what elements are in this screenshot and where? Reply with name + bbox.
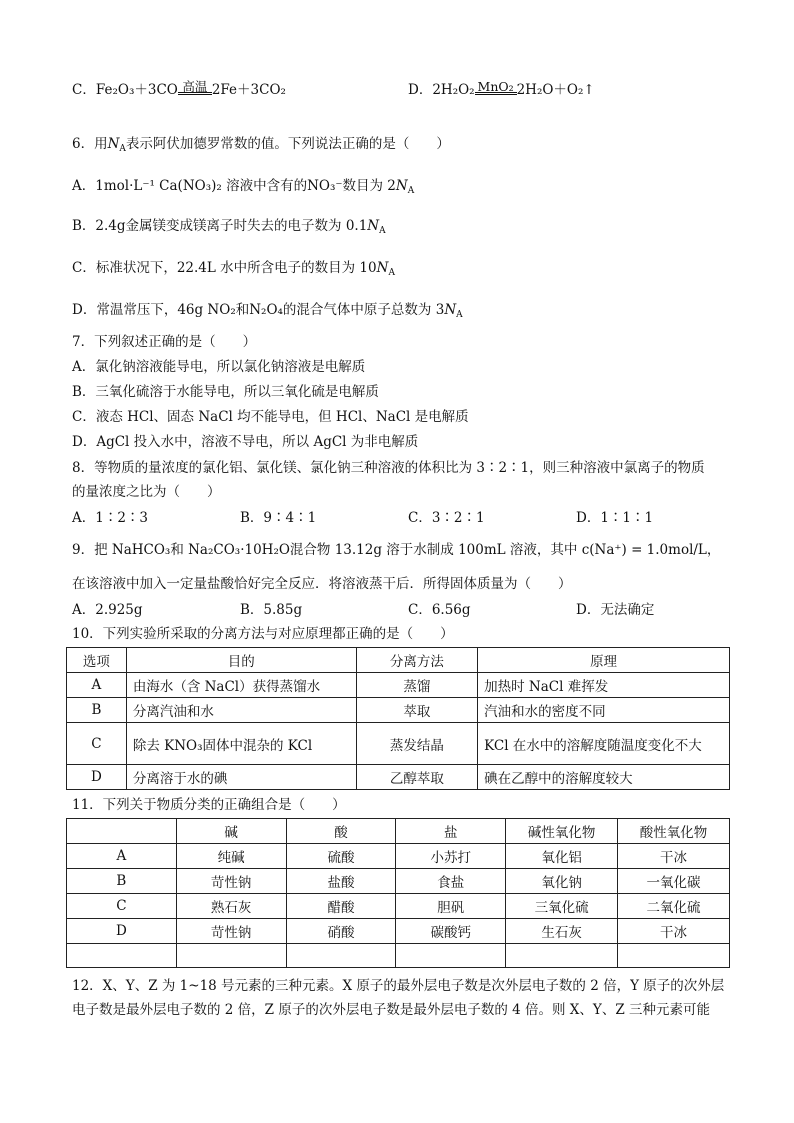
avogadro-symbol: N: [395, 178, 408, 194]
condition-arrow: [475, 79, 517, 100]
question-6-option-c: [72, 258, 395, 278]
separation-methods-table: [66, 647, 730, 790]
q6-option-b-text: B．2.4g金属镁变成镁离子时失去的电子数为 0.1: [72, 218, 368, 234]
question-8-option-b: B．9∶4∶1: [240, 510, 317, 526]
question-6-option-a: [72, 176, 414, 196]
question-6-option-b: [72, 216, 386, 236]
table-cell: [67, 944, 177, 968]
table-cell: D: [67, 765, 127, 790]
table-cell: 碳酸钙: [396, 919, 506, 944]
avogadro-symbol: N: [444, 302, 457, 318]
table-row: [67, 844, 730, 869]
table-cell: [286, 944, 396, 968]
table-cell: [176, 944, 286, 968]
option-d-reactants: 2H₂O₂: [432, 82, 475, 98]
question-9-option-a: A．2.925g: [72, 602, 143, 618]
avogadro-subscript: A: [407, 186, 415, 196]
q6-option-a-text: A．1mol·L⁻¹ Ca(NO₃)₂ 溶液中含有的NO₃⁻数目为 2: [72, 178, 396, 194]
table-header-row: [67, 819, 730, 844]
avogadro-symbol: N: [107, 136, 120, 152]
table-cell: 乙醇萃取: [356, 765, 478, 790]
table-cell: 纯碱: [176, 844, 286, 869]
option-c-reactants: Fe₂O₃＋3CO: [95, 82, 178, 98]
table-row-empty: [67, 944, 730, 968]
table-cell: 由海水（含 NaCl）获得蒸馏水: [126, 673, 356, 698]
table-cell: A: [67, 844, 177, 869]
table-header-cell: 分离方法: [356, 648, 478, 673]
question-7-stem: 7．下列叙述正确的是（ ）: [72, 334, 257, 350]
table-row: [67, 765, 730, 790]
question-12-line1: 12．X、Y、Z 为 1~18 号元素的三种元素。X 原子的最外层电子数是次外层电子数的 2 倍，Y 原子的次外层: [72, 978, 725, 994]
table-cell: 分离溶于水的碘: [126, 765, 356, 790]
question-6-stem: [72, 134, 450, 154]
avogadro-symbol: N: [367, 218, 380, 234]
question-9-option-b: B．5.85g: [240, 602, 303, 618]
question-9-stem-line2: 在该溶液中加入一定量盐酸恰好完全反应．将溶液蒸干后．所得固体质量为（ ）: [72, 576, 572, 592]
table-cell: 生石灰: [506, 919, 618, 944]
table-cell: A: [67, 673, 127, 698]
condition-catalyst: MnO₂: [477, 79, 514, 94]
table-header-cell: 碱性氧化物: [506, 819, 618, 844]
table-cell: 二氧化硫: [618, 894, 730, 919]
avogadro-subscript: A: [456, 310, 463, 320]
table-cell: 胆矾: [396, 894, 506, 919]
option-c-products: 2Fe＋3CO₂: [211, 82, 286, 98]
table-cell: 盐酸: [286, 869, 396, 894]
table-header-row: [67, 648, 730, 673]
avogadro-symbol: N: [376, 260, 389, 276]
table-header-cell: 选项: [67, 648, 127, 673]
q6-option-d-text: D．常温常压下，46g NO₂和N₂O₄的混合气体中原子总数为 3: [72, 302, 445, 318]
table-cell: 熟石灰: [176, 894, 286, 919]
q6-stem-part: 表示阿伏加德罗常数的值。下列说法正确的是（ ）: [125, 136, 450, 152]
table-cell: 三氧化硫: [506, 894, 618, 919]
table-cell: 食盐: [396, 869, 506, 894]
q6-option-c-text: C．标准状况下，22.4L 水中所含电子的数目为 10: [72, 260, 377, 276]
table-cell: 蒸馏: [356, 673, 478, 698]
avogadro-subscript: A: [388, 268, 395, 278]
table-row: [67, 894, 730, 919]
question-8-stem-line1: 8．等物质的量浓度的氯化铝、氯化镁、氯化钠三种溶液的体积比为 3∶2∶1，则三种溶液中氯离子的物质: [72, 460, 705, 476]
table-header-cell: 酸性氧化物: [618, 819, 730, 844]
question-6-option-d: [72, 300, 463, 320]
question-7-option-b: B．三氧化硫溶于水能导电，所以三氧化硫是电解质: [72, 384, 379, 400]
avogadro-subscript: A: [379, 226, 386, 236]
q6-stem-part: 6．用: [72, 136, 108, 152]
classification-table: [66, 818, 730, 968]
table-cell: 氧化铝: [506, 844, 618, 869]
question-10-stem: 10．下列实验所采取的分离方法与对应原理都正确的是（ ）: [72, 626, 454, 642]
table-row: [67, 673, 730, 698]
table-cell: B: [67, 698, 127, 723]
question-11-stem: 11．下列关于物质分类的正确组合是（ ）: [72, 797, 346, 813]
table-row: [67, 723, 730, 765]
condition-high-temp: 高温: [182, 79, 208, 94]
question-7-option-a: A．氯化钠溶液能导电，所以氯化钠溶液是电解质: [72, 359, 366, 375]
table-cell: 萃取: [356, 698, 478, 723]
table-row: [67, 869, 730, 894]
table-cell: 汽油和水的密度不同: [478, 698, 730, 723]
question-9-stem-line1: 9．把 NaHCO₃和 Na₂CO₃·10H₂O混合物 13.12g 溶于水制成 100mL 溶液，其中 c(Na⁺) = 1.0mol/L，: [72, 542, 721, 558]
table-cell: C: [67, 894, 177, 919]
option-c-equation: [72, 80, 286, 100]
table-row: [67, 919, 730, 944]
table-cell: 苛性钠: [176, 869, 286, 894]
table-cell: 分离汽油和水: [126, 698, 356, 723]
table-cell: 干冰: [618, 844, 730, 869]
table-header-cell: 酸: [286, 819, 396, 844]
table-cell: 除去 KNO₃固体中混杂的 KCl: [126, 723, 356, 765]
table-cell: 加热时 NaCl 难挥发: [478, 673, 730, 698]
question-9-option-d: D．无法确定: [576, 602, 655, 618]
option-d-equation: [408, 80, 595, 100]
table-header-cell: 目的: [126, 648, 356, 673]
option-c-label: C．: [72, 82, 96, 98]
table-cell: 一氧化碳: [618, 869, 730, 894]
table-cell: 蒸发结晶: [356, 723, 478, 765]
table-header-cell: 碱: [176, 819, 286, 844]
condition-arrow: [178, 79, 212, 100]
table-header-cell: 原理: [478, 648, 730, 673]
table-cell: [506, 944, 618, 968]
table-cell: [618, 944, 730, 968]
avogadro-subscript: A: [119, 144, 126, 154]
question-7-option-c: C．液态 HCl、固态 NaCl 均不能导电，但 HCl、NaCl 是电解质: [72, 409, 469, 425]
table-cell: KCl 在水中的溶解度随温度变化不大: [478, 723, 730, 765]
table-cell: C: [67, 723, 127, 765]
question-8-option-a: A．1∶2∶3: [72, 510, 149, 526]
question-8-stem-line2: 的量浓度之比为（ ）: [72, 484, 221, 500]
option-d-label: D．: [408, 82, 433, 98]
question-12-line2: 电子数是最外层电子数的 2 倍，Z 原子的次外层电子数是最外层电子数的 4 倍。则 X、Y、Z 三种元素可能: [72, 1002, 710, 1018]
table-cell: B: [67, 869, 177, 894]
table-row: [67, 698, 730, 723]
table-cell: [396, 944, 506, 968]
table-cell: D: [67, 919, 177, 944]
table-cell: 苛性钠: [176, 919, 286, 944]
table-cell: 硝酸: [286, 919, 396, 944]
table-cell: 氧化钠: [506, 869, 618, 894]
question-7-option-d: D．AgCl 投入水中，溶液不导电，所以 AgCl 为非电解质: [72, 434, 419, 450]
option-d-products: 2H₂O＋O₂↑: [516, 82, 595, 98]
question-8-option-d: D．1∶1∶1: [576, 510, 654, 526]
table-header-cell: 盐: [396, 819, 506, 844]
question-9-option-c: C．6.56g: [408, 602, 471, 618]
table-cell: 硫酸: [286, 844, 396, 869]
question-8-option-c: C．3∶2∶1: [408, 510, 485, 526]
table-cell: 碘在乙醇中的溶解度较大: [478, 765, 730, 790]
table-cell: 醋酸: [286, 894, 396, 919]
table-cell: 干冰: [618, 919, 730, 944]
table-header-cell: [67, 819, 177, 844]
table-cell: 小苏打: [396, 844, 506, 869]
